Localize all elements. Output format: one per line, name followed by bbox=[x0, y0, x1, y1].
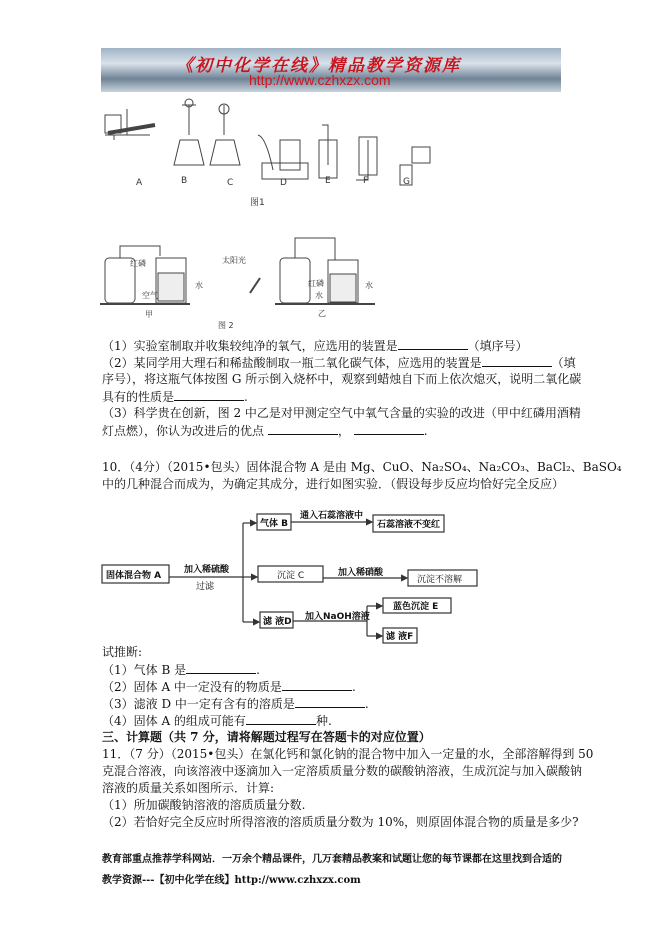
answer-blank[interactable] bbox=[186, 661, 256, 674]
q10-sub2 bbox=[102, 678, 356, 695]
flow-step-nitric-acid: 加入稀硝酸 bbox=[338, 568, 384, 578]
q10-sub1 bbox=[102, 661, 260, 678]
label-air: 空气 bbox=[142, 291, 158, 300]
answer-blank[interactable] bbox=[295, 695, 365, 708]
footer-line-2[interactable]: 教学资源---【初中化学在线】http://www.czhxzx.com bbox=[102, 875, 361, 886]
flow-box-e: 蓝色沉淀 E bbox=[393, 602, 439, 612]
label-c: C bbox=[227, 178, 234, 188]
text: . bbox=[364, 697, 369, 711]
q10-sub4 bbox=[102, 712, 332, 729]
flow-box-d: 滤 液D bbox=[263, 617, 292, 627]
q11-stem-end: 溶液的质量关系如图所示．计算: bbox=[102, 781, 275, 795]
label-sunlight: 太阳光 bbox=[222, 256, 246, 265]
text: 灯点燃），你认为改进后的优点 bbox=[102, 424, 265, 438]
text: . bbox=[351, 680, 356, 694]
flow-step-litmus: 通入石蕊溶液中 bbox=[300, 511, 364, 521]
q11-stem: 11．（7 分）（2015•包头）在氯化钙和氯化钠的混合物中加入一定量的水，全部溶解得到 50 bbox=[102, 747, 594, 761]
text: （2）某同学用大理石和稀盐酸制取一瓶二氧化碳气体，应选用的装置是 bbox=[102, 356, 482, 370]
section-3-heading: 三、计算题（共 7 分，请将解题过程写在答题卡的对应位置） bbox=[102, 730, 431, 744]
answer-blank[interactable] bbox=[246, 712, 316, 725]
label-d: D bbox=[280, 178, 287, 188]
banner-title: 《初中化学在线》精品教学资源库 bbox=[176, 56, 461, 76]
text: （4）固体 A 的组成可能有 bbox=[102, 714, 246, 728]
label-red-phosphorus-yi: 红磷 bbox=[308, 279, 324, 288]
figure-2-caption: 图 2 bbox=[218, 321, 234, 330]
label-water-jia: 水 bbox=[195, 281, 203, 290]
banner-url: http://www.czhxzx.com bbox=[249, 72, 391, 88]
flow-box-c-result: 沉淀不溶解 bbox=[417, 575, 463, 585]
label-e: E bbox=[325, 176, 331, 186]
q9-part3: （3）科学贵在创新，图 2 中乙是对甲测定空气中氧气含量的实验的改进（甲中红磷用酒精 bbox=[102, 406, 581, 420]
figure-1-caption: 图1 bbox=[250, 198, 265, 208]
text: ， bbox=[337, 424, 350, 438]
text: （2）固体 A 中一定没有的物质是 bbox=[102, 680, 282, 694]
q11-stem-cont: 克混合溶液，向该溶液中逐滴加入一定溶质质量分数的碳酸钠溶液，生成沉淀与加入碳酸钠 bbox=[102, 764, 583, 778]
label-yi: 乙 bbox=[318, 309, 326, 318]
label-b: B bbox=[181, 176, 188, 186]
text: . bbox=[256, 663, 260, 677]
answer-blank[interactable] bbox=[282, 678, 352, 691]
label-a: A bbox=[136, 178, 143, 188]
label-g: G bbox=[403, 177, 410, 187]
label-water-beaker: 水 bbox=[365, 281, 373, 290]
q10-sub3 bbox=[102, 695, 369, 712]
text: （填序号） bbox=[467, 339, 528, 353]
q10-stem-cont: 中的几种混合而成为，为确定其成分，进行如图实验．（假设每步反应均恰好完全反应） bbox=[102, 477, 565, 491]
text: . bbox=[244, 390, 248, 404]
text: 具有的性质是 bbox=[102, 390, 175, 404]
q9-part2-cont: 序号），将这瓶气体按图 G 所示倒入烧杯中，观察到蜡烛自下而上依次熄灭，说明二氧化碳 bbox=[102, 372, 582, 386]
flow-step-naoh: 加入NaOH溶液 bbox=[305, 612, 370, 622]
label-f: F bbox=[363, 176, 369, 186]
text: （1）实验室制取并收集较纯净的氧气，应选用的装置是 bbox=[102, 339, 398, 353]
q10-infer-heading: 试推断: bbox=[102, 645, 143, 659]
label-red-phosphorus-jia: 红磷 bbox=[130, 259, 146, 268]
text: （填 bbox=[551, 356, 576, 370]
flow-box-c: 沉淀 C bbox=[277, 571, 305, 581]
flow-box-a: 固体混合物 A bbox=[106, 571, 162, 581]
text: 种. bbox=[315, 714, 332, 728]
footer-line-1: 教育部重点推荐学科网站．一万余个精品课件，几万套精品教案和试题让您的每节课都在这里找到合适的 bbox=[102, 854, 562, 865]
label-water-yi: 水 bbox=[315, 291, 323, 300]
flow-box-f: 滤 液F bbox=[386, 632, 414, 642]
text: （3）滤液 D 中一定有含有的溶质是 bbox=[102, 697, 295, 711]
text: . bbox=[423, 424, 428, 438]
q10-stem: 10．（4分）（2015•包头）固体混合物 A 是由 Mg、CuO、Na₂SO₄、Na₂CO₃、BaCl₂、BaSO₄ bbox=[102, 460, 622, 474]
flow-box-litmus-result: 石蕊溶液不变红 bbox=[377, 520, 441, 530]
flow-box-b: 气体 B bbox=[260, 519, 288, 529]
q11-sub1: （1）所加碳酸钠溶液的溶质质量分数. bbox=[102, 798, 306, 812]
text: （1）气体 B 是 bbox=[102, 663, 187, 677]
q11-sub2: （2）若恰好完全反应时所得溶液的溶质质量分数为 10%，则原固体混合物的质量是多少? bbox=[102, 815, 579, 829]
flow-step-sulfuric-acid: 加入稀硫酸 bbox=[184, 565, 230, 575]
flow-step-filter: 过滤 bbox=[196, 582, 215, 592]
label-jia: 甲 bbox=[145, 310, 153, 319]
